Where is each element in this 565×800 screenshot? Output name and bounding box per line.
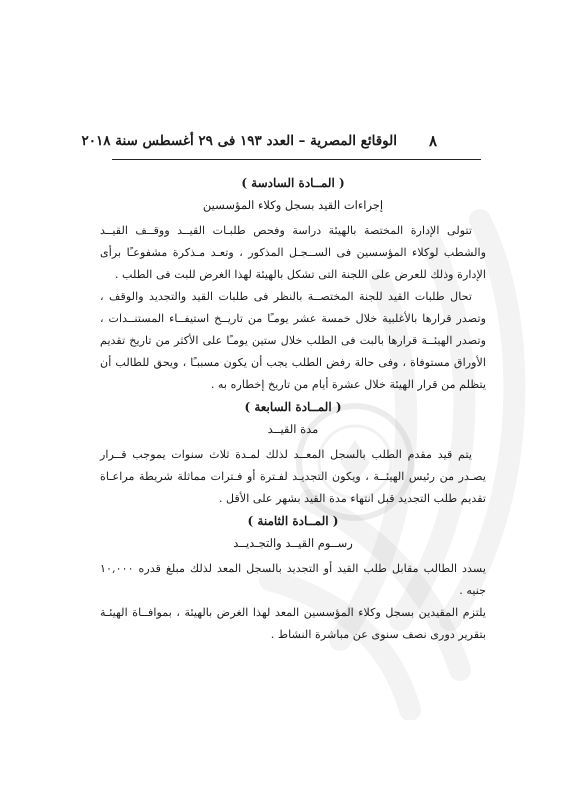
gazette-header-title: الوقائع المصرية – العدد ١٩٣ فى ٢٩ أغسطس سنة ٢٠١٨ <box>81 133 397 149</box>
header-divider <box>112 159 481 160</box>
article-8-paragraph-1: يسدد الطالب مقابل طلب القيد أو التجديد بالسجل المعد لذلك مبلغ قدره ١٠,٠٠٠ جنيه . <box>100 562 486 597</box>
article-7-subheading: مدة القيــد <box>267 422 319 436</box>
article-6-paragraph-1: تتولى الإدارة المختصة بالهيئة دراسة وفحص طلبـات القيــد ووقــف القيــد والشطب لوكلاء المؤسسين فى الســجـل المذكور ، وتعـد مـذكرة مشفوعـًا برأى الإدارة وذلك للعرض على اللجنة التى تشكل بالهيئة لهذا الغرض للبت فى الطلب . <box>100 224 486 281</box>
article-6-heading: ( المــادة السادسة ) <box>241 176 345 190</box>
document-body <box>100 172 486 646</box>
article-6-paragraph-2: تحال طلبات القيد للجنة المختصــة بالنظر فى طلبات القيد والتجديد والوقف ، وتصدر قرارها بالأغلبية خلال خمسة عشر يومـًا من تاريــخ استيفــاء المستنــدات ، وتصدر الهيئــة قرارها بالبت فى الطلب خلال ستين يومـًا على الأكثر من تاريخ تقديم الأوراق مستوفاة ، وفى حالة رفض الطلب يجب أن يكون مسببـًا ، ويحق للطالب أن يتظلم من قرار الهيئة خلال عشرة أيام من تاريخ إخطاره به . <box>100 290 486 391</box>
article-7-heading: ( المــادة السابعة ) <box>244 400 342 414</box>
page-header <box>40 132 525 156</box>
article-8-paragraph-2: يلتزم المقيدين بسجل وكلاء المؤسسين المعد لهذا الغرض بالهيئة ، بموافــاة الهيئـة بتقرير دورى نصف سنوى عن مباشرة النشاط . <box>100 606 486 641</box>
article-7-paragraph-1: يتم قيد مقدم الطلب بالسجل المعــد لذلك لمـدة ثلاث سنوات يموجب قــرار يصـدر من رئيس الهيئــة ، ويكون التجديـد لفـترة أو فـترات مماثلة شريطة مراعـاة تقديم طلب التجديد قبل انتهاء مدة القيد بشهر على الأقل . <box>100 448 486 505</box>
article-8-subheading: رســوم القيــد والتجـديــد <box>233 536 353 550</box>
article-8-heading: ( المــادة الثامنة ) <box>247 514 339 528</box>
page-number: ٨ <box>428 132 437 150</box>
article-6-subheading: إجراءات القيد بسجل وكلاء المؤسسين <box>202 198 384 212</box>
